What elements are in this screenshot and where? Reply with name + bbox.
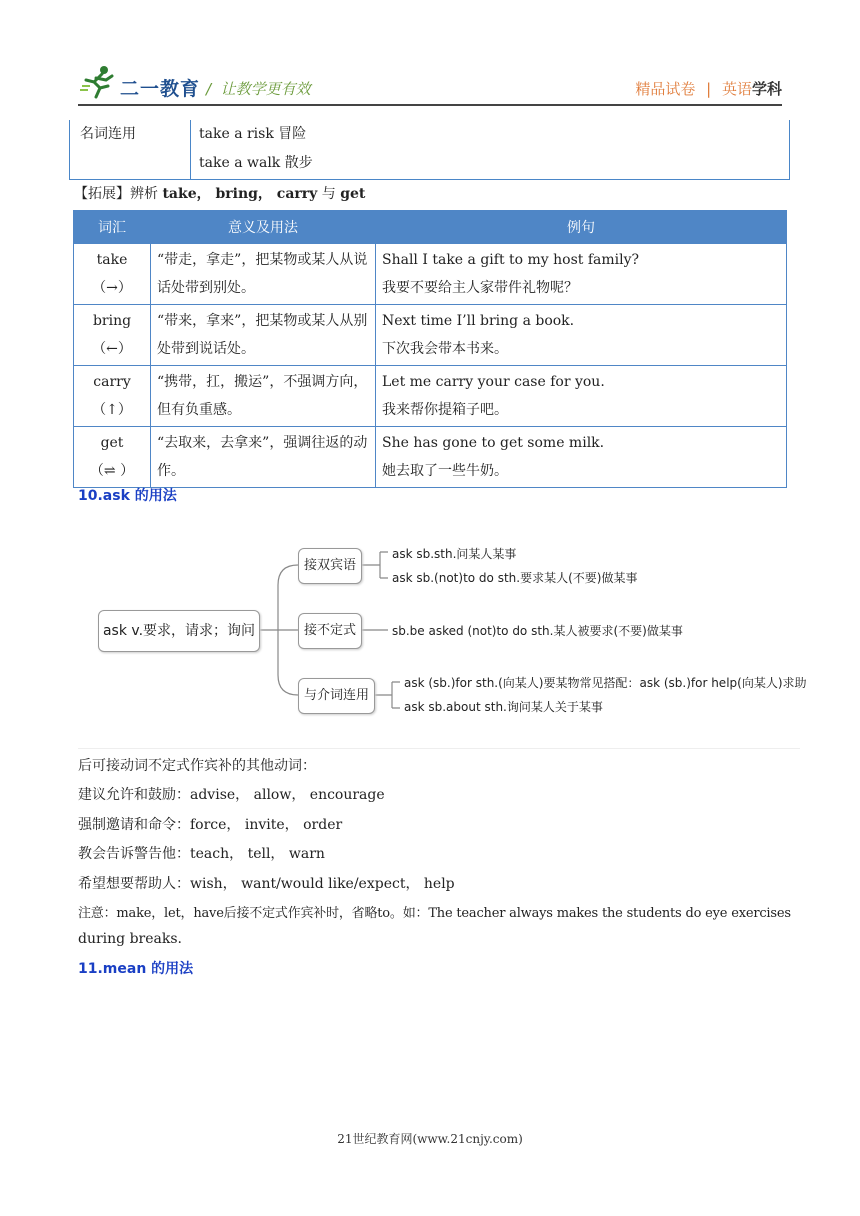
example-cell: Let me carry your case for you. 我来帮你提箱子吧。 xyxy=(376,366,787,427)
word-cell: bring （←） xyxy=(74,305,151,366)
noun-collocation-label-cell: 名词连用 xyxy=(70,120,191,179)
noun-collocation-table xyxy=(69,120,790,180)
mindmap-branch-infinitive: 接不定式 xyxy=(298,613,362,649)
meaning-cell: “带走，拿走”，把某物或某人从说话处带到别处。 xyxy=(151,244,376,305)
meaning-cell: “带来，拿来”，把某物或某人从别处带到说话处。 xyxy=(151,305,376,366)
header-label-english: 英语 xyxy=(721,80,752,98)
header-label-subject: 学科 xyxy=(751,80,782,98)
comparison-table xyxy=(73,210,787,488)
example-cell: Next time I’ll bring a book. 下次我会带本书来。 xyxy=(376,305,787,366)
table-row xyxy=(74,427,787,488)
body-line: 希望想要帮助人：wish， want/would like/expect， help xyxy=(78,876,455,892)
section-heading-mean: 11.mean 的用法 xyxy=(78,961,194,977)
mindmap-bottom-rule xyxy=(78,748,800,749)
table-row xyxy=(74,244,787,305)
header-meaning: 意义及用法 xyxy=(151,211,376,244)
mindmap-branch-preposition: 与介词连用 xyxy=(298,678,375,714)
header-example: 例句 xyxy=(376,211,787,244)
table-header-row xyxy=(74,211,787,244)
table-row xyxy=(74,366,787,427)
runner-logo-icon xyxy=(80,64,116,100)
body-line: 建议允许和鼓励：advise， allow， encourage xyxy=(78,787,385,803)
word-cell: get （⇌ ） xyxy=(74,427,151,488)
mindmap-branch-double-object: 接双宾语 xyxy=(298,548,362,584)
mindmap-leaf: sb.be asked (not)to do sth.某人被要求(不要)做某事 xyxy=(392,624,683,638)
page-footer: 21世纪教育网(www.21cnjy.com) xyxy=(337,1132,523,1146)
expand-heading: 【拓展】辨析 take， bring， carry 与 get xyxy=(74,186,366,202)
word-cell: carry （↑） xyxy=(74,366,151,427)
header-separator: | xyxy=(706,80,712,98)
brand-slogan: / 让教学更有效 xyxy=(206,80,311,98)
collocation-line-2: take a walk 散步 xyxy=(199,155,313,171)
collocation-line-1: take a risk 冒险 xyxy=(199,126,307,142)
mindmap-leaf: ask (sb.)for sth.(向某人)要某物常见搭配：ask (sb.)for help(向某人)求助 xyxy=(404,676,807,690)
body-line: 教会告诉警告他：teach， tell， warn xyxy=(78,846,325,862)
mindmap-leaf: ask sb.sth.问某人某事 xyxy=(392,547,517,561)
body-line: 注意：make，let，have后接不定式作宾补时，省略to。如：The teacher always makes the students do eye exercises xyxy=(78,906,791,921)
header-subject xyxy=(635,78,782,99)
body-line: 强制邀请和命令：force， invite， order xyxy=(78,817,343,833)
meaning-cell: “去取来，去拿来”，强调往返的动作。 xyxy=(151,427,376,488)
example-cell: Shall I take a gift to my host family? 我要不要给主人家带件礼物呢？ xyxy=(376,244,787,305)
brand-name: 二一教育 xyxy=(120,78,201,100)
word-cell: take （→） xyxy=(74,244,151,305)
mindmap-leaf: ask sb.(not)to do sth.要求某人(不要)做某事 xyxy=(392,571,638,585)
header-word: 词汇 xyxy=(74,211,151,244)
section-heading-ask: 10.ask 的用法 xyxy=(78,488,177,504)
body-line: during breaks. xyxy=(78,931,182,947)
meaning-cell: “携带，扛，搬运”，不强调方向，但有负重感。 xyxy=(151,366,376,427)
example-cell: She has gone to get some milk. 她去取了一些牛奶。 xyxy=(376,427,787,488)
header-divider xyxy=(78,104,782,106)
mindmap-root: ask v.要求，请求；询问 xyxy=(98,610,260,652)
mindmap-leaf: ask sb.about sth.询问某人关于某事 xyxy=(404,700,603,714)
body-line: 后可接动词不定式作宾补的其他动词： xyxy=(78,758,316,774)
header-label-premium: 精品试卷 xyxy=(635,80,696,98)
table-row xyxy=(74,305,787,366)
